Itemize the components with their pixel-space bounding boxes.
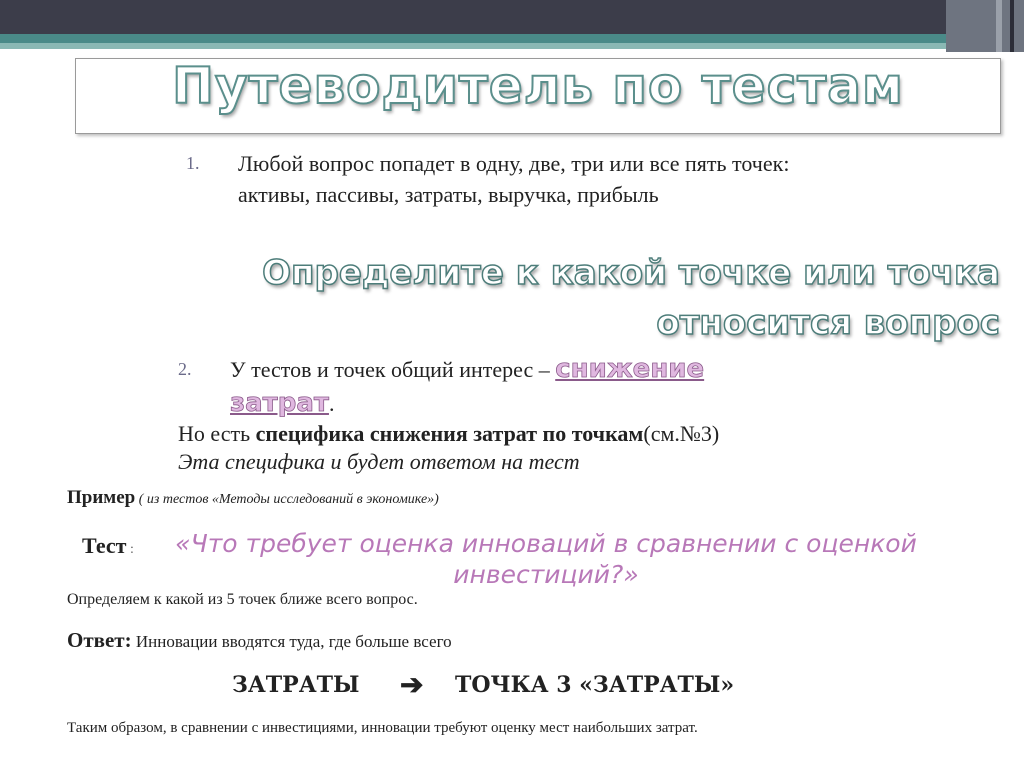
test-question: «Что требует оценка инноваций в сравнении с оценкой инвестиций?» <box>175 529 917 589</box>
specifics-bold: специфика снижения затрат по точкам <box>255 421 644 446</box>
specifics-prefix: Но есть <box>178 421 256 446</box>
list-item-2-line2 <box>230 388 334 418</box>
list-item-2-number: 2. <box>178 359 192 379</box>
top-bar-teal <box>0 34 1024 43</box>
accent-word-1: снижение <box>555 354 705 384</box>
specifics-suffix: (см.№3) <box>643 421 720 446</box>
highlight-heading <box>240 248 1000 348</box>
top-right-stripe <box>996 0 1002 52</box>
specifics-note: Эта специфика и будет ответом на тест <box>178 449 580 474</box>
test-colon: : <box>126 542 134 557</box>
example-label: Пример <box>67 487 136 508</box>
list-item-2-prefix: У тестов и точек общий интерес – <box>230 357 556 382</box>
answer-line <box>67 628 452 653</box>
result-right: ТОЧКА 3 «ЗАТРАТЫ» <box>455 672 735 698</box>
list-item-2-suffix: . <box>328 391 335 416</box>
list-item-2-line1 <box>230 354 704 384</box>
example-line <box>67 487 439 509</box>
top-right-stripe-dark <box>1010 0 1014 52</box>
highlight-heading-line1: Определите к какой точке или точка <box>262 253 1000 293</box>
title-box <box>75 58 1001 134</box>
top-bar-dark <box>0 0 1024 34</box>
slide-title: Путеводитель по тестам <box>172 57 904 115</box>
example-note: ( из тестов «Методы исследований в экономике») <box>135 492 439 507</box>
accent-word-2: затрат <box>230 388 329 418</box>
highlight-heading-line2: относится вопрос <box>656 303 1000 343</box>
answer-label: Ответ: <box>67 628 132 652</box>
conclusion-line: Таким образом, в сравнении с инвестициями, инновации требуют оценку мест наибольших затрат. <box>67 720 698 736</box>
test-label: Тест <box>82 533 127 558</box>
test-label-line <box>82 533 134 559</box>
arrow-right-icon: ➔ <box>400 668 424 701</box>
top-bar-light-teal <box>0 43 1024 49</box>
result-left: ЗАТРАТЫ <box>232 672 360 698</box>
define-line: Определяем к какой из 5 точек ближе всего вопрос. <box>67 591 418 608</box>
list-item-1-text: Любой вопрос попадет в одну, две, три или все пять точек: активы, пассивы, затраты, выручка, прибыль <box>238 151 790 207</box>
answer-text: Инновации вводятся туда, где больше всего <box>131 632 452 651</box>
specifics-line <box>178 421 719 447</box>
list-item-1-number: 1. <box>186 153 200 173</box>
